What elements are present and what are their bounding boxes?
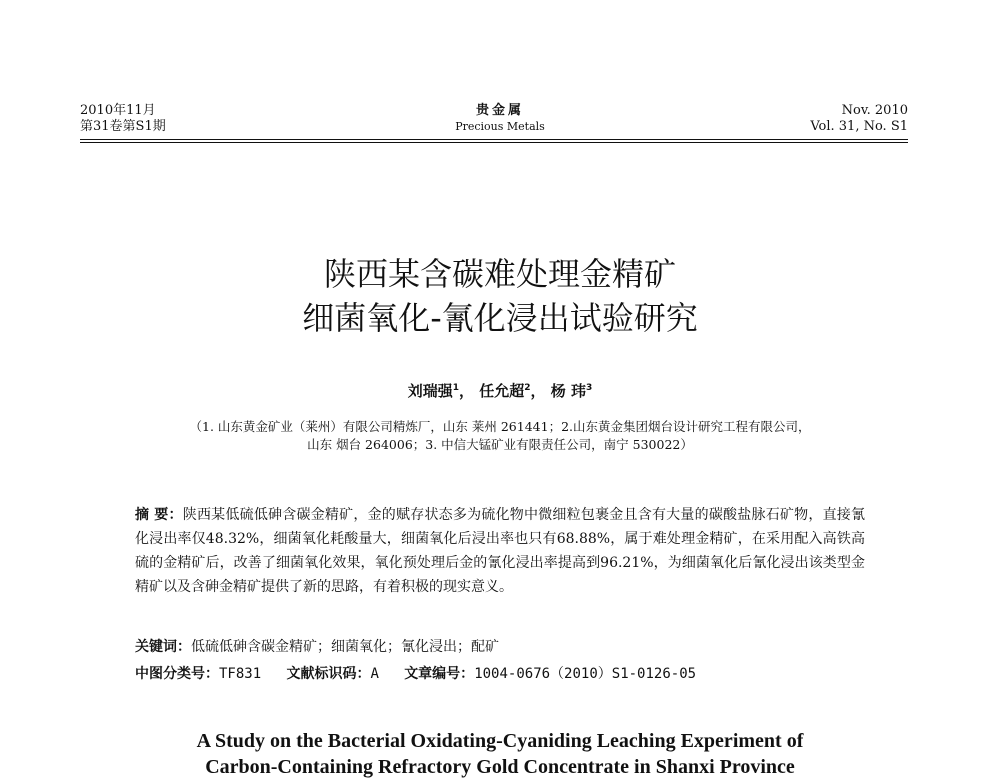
affiliations bbox=[135, 418, 865, 454]
english-title-line-2: Carbon-Containing Refractory Gold Concentrate in Shanxi Province bbox=[205, 756, 795, 778]
english-title-line-1: A Study on the Bacterial Oxidating-Cyaniding Leaching Experiment of bbox=[196, 730, 804, 752]
title-line-1: 陕西某含碳难处理金精矿 bbox=[323, 255, 676, 293]
clc-value: TF831 bbox=[219, 666, 262, 682]
header-journal bbox=[380, 103, 620, 135]
abstract bbox=[135, 503, 865, 599]
author-name: 任允超 bbox=[479, 382, 525, 400]
abstract-label: 摘 要： bbox=[135, 507, 183, 523]
doc-code-label: 文献标识码： bbox=[286, 666, 371, 682]
header-issue-en bbox=[810, 103, 908, 135]
article-no-value: 1004-0676（2010）S1-0126-05 bbox=[474, 666, 697, 682]
article-no-label: 文章编号： bbox=[404, 666, 475, 682]
doc-code-value: A bbox=[370, 666, 379, 682]
author-name: 刘瑞强 bbox=[407, 382, 453, 400]
journal-name-cn: 贵金属 bbox=[475, 103, 524, 118]
author-affil-mark: 2 bbox=[524, 383, 531, 393]
title-line-2: 细菌氧化-氰化浸出试验研究 bbox=[302, 299, 698, 337]
header-volume-en: Vol. 31, No. S1 bbox=[810, 119, 908, 134]
affiliation-line: （1. 山东黄金矿业（莱州）有限公司精炼厂，山东 莱州 261441；2.山东黄金集团烟台设计研究工程有限公司， bbox=[189, 419, 811, 434]
keywords bbox=[135, 636, 865, 656]
affiliation-line: 山东 烟台 264006；3. 中信大锰矿业有限责任公司，南宁 530022） bbox=[307, 437, 693, 452]
paper-title bbox=[0, 252, 1000, 340]
clc-label: 中图分类号： bbox=[135, 666, 219, 682]
header-rule bbox=[80, 139, 908, 143]
author-affil-mark: 1 bbox=[452, 383, 460, 393]
header-date-en: Nov. 2010 bbox=[841, 103, 908, 118]
header-issue bbox=[80, 103, 166, 135]
author-name: 杨 玮 bbox=[550, 382, 586, 400]
keywords-text: 低硫低砷含碳金精矿；细菌氧化；氰化浸出；配矿 bbox=[191, 639, 499, 655]
keywords-label: 关键词： bbox=[135, 639, 191, 655]
english-title bbox=[0, 728, 1000, 780]
classification-line bbox=[135, 663, 895, 683]
author-affil-mark: 3 bbox=[586, 383, 593, 393]
author-list: 刘瑞强$^1$， 任允超$^2$， 杨 玮$^3$ bbox=[407, 382, 593, 400]
abstract-text: 陕西某低硫低砷含碳金精矿，金的赋存状态多为硫化物中微细粒包裹金且含有大量的碳酸盐脉石矿物，直接氰化浸出率仅48.32%，细菌氧化耗酸量大，细菌氧化后浸出率也只有68.88%，属于难处理金精矿，在采用配入高铁高硫的金精矿后，改善了细菌氧化效果，氧化预处理后金的氰化浸出率提高到96.21%，为细菌氧化后氰化浸出该类型金精矿以及含砷金精矿提供了新的思路，有着积极的现实意义。 bbox=[135, 507, 865, 595]
journal-name-en: Precious Metals bbox=[455, 120, 545, 133]
header-volume: 第31卷第S1期 bbox=[80, 119, 166, 134]
header-date: 2010年11月 bbox=[80, 103, 156, 118]
